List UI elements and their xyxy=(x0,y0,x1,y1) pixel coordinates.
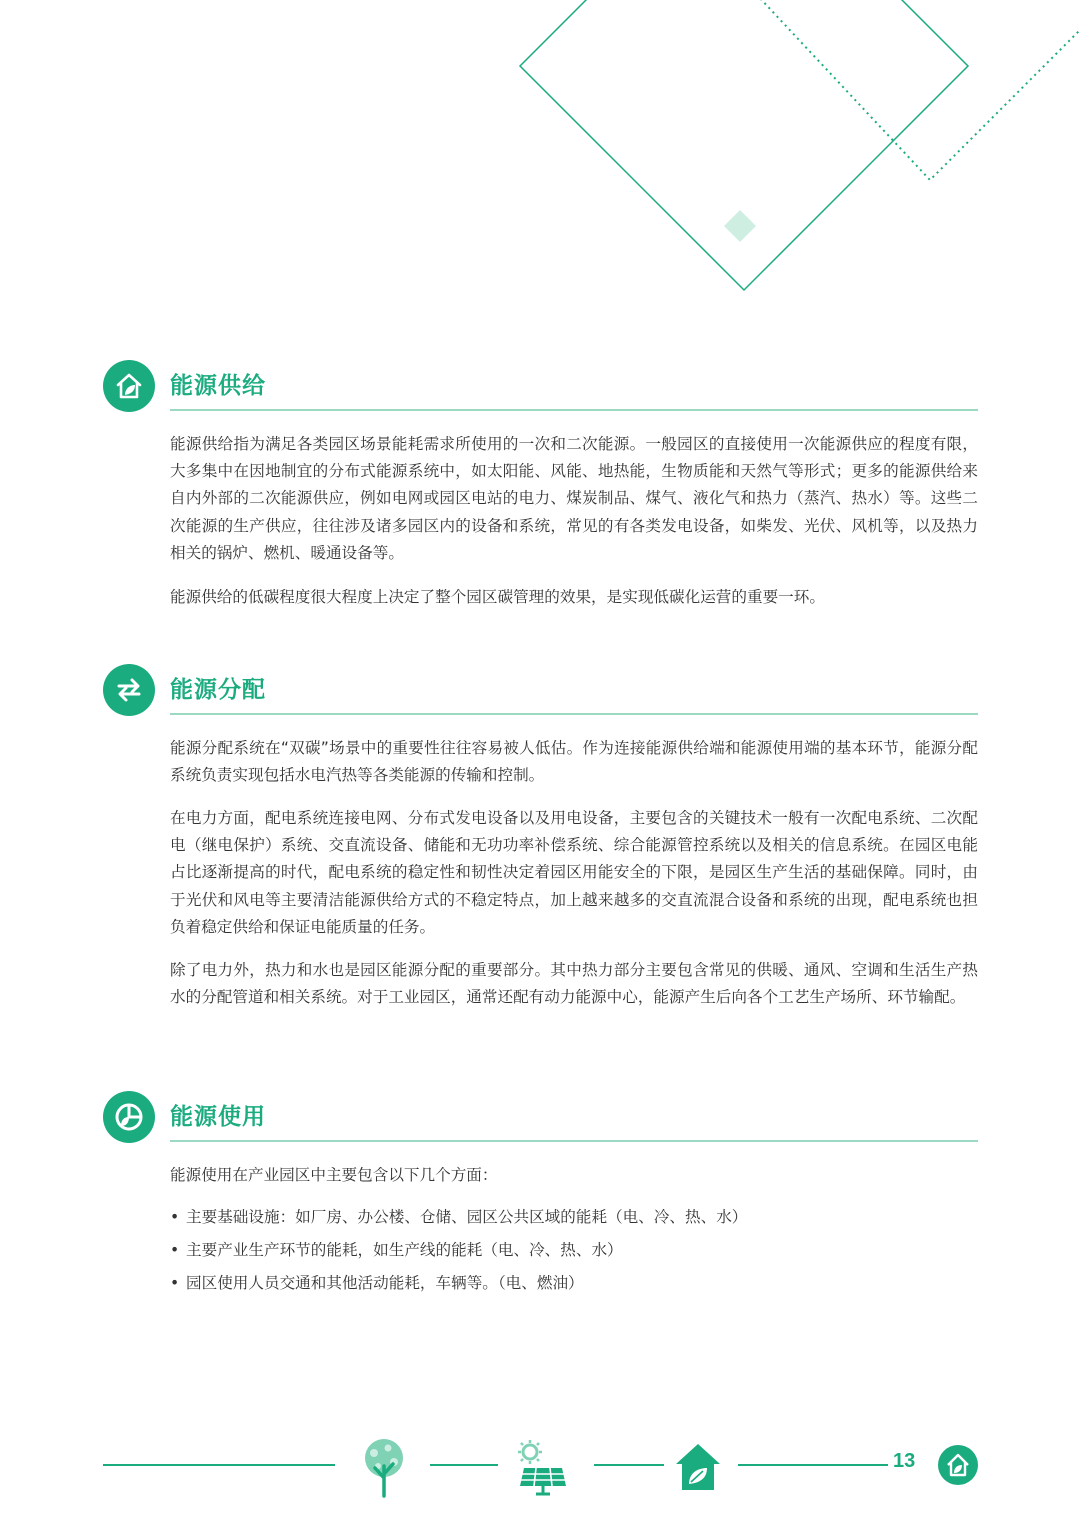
paragraph: 能源分配系统在“双碳”场景中的重要性往往容易被人低估。作为连接能源供给端和能源使用端的基本环节，能源分配系统负责实现包括水电汽热等各类能源的传输和控制。 xyxy=(170,739,978,785)
home-badge-icon xyxy=(937,1444,979,1486)
solar-panel-icon xyxy=(512,1438,568,1496)
footer-line xyxy=(430,1464,498,1466)
list-item: • 主要基础设施：如厂房、办公楼、仓储、园区公共区域的能耗（电、冷、热、水） xyxy=(170,1208,748,1226)
decorative-diamonds xyxy=(0,0,1080,300)
page-footer xyxy=(0,1430,1080,1500)
pie-leaf-icon xyxy=(103,1091,155,1143)
diamond-small-filled xyxy=(724,210,756,242)
bullet-list xyxy=(170,1201,978,1300)
tree-icon xyxy=(358,1436,410,1498)
paragraph: 能源使用在产业园区中主要包含以下几个方面： xyxy=(170,1166,498,1184)
section-title: 能源供给 xyxy=(170,373,266,399)
diamond-outline-dotted xyxy=(757,0,1080,180)
footer-line xyxy=(738,1464,888,1466)
page-number: 13 xyxy=(893,1450,916,1472)
footer-line xyxy=(594,1464,664,1466)
section-divider xyxy=(170,1140,978,1142)
house-leaf-icon xyxy=(672,1440,724,1494)
section-title: 能源分配 xyxy=(170,677,266,703)
paragraph: 在电力方面，配电系统连接电网、分布式发电设备以及用电设备，主要包含的关键技术一般有一次配电系统、二次配电（继电保护）系统、交直流设备、储能和无功功率补偿系统、综合能源管控系统以及相关的信息系统。在园区电能占比逐渐提高的时代，配电系统的稳定性和韧性决定着园区用能安全的下限，是园区生产生活的基础保障。同时，由于光伏和风电等主要清洁能源供给方式的不稳定特点，加上越来越多的交直流混合设备和系统的出现，配电系统也担负着稳定供给和保证电能质量的任务。 xyxy=(170,809,978,936)
footer-line xyxy=(103,1464,335,1466)
list-item: • 主要产业生产环节的能耗，如生产线的能耗（电、冷、热、水） xyxy=(170,1241,623,1259)
paragraph: 能源供给指为满足各类园区场景能耗需求所使用的一次和二次能源。一般园区的直接使用一次能源供应的程度有限，大多集中在因地制宜的分布式能源系统中，如太阳能、风能、地热能，生物质能和天然气等形式；更多的能源供给来自内外部的二次能源供应，例如电网或园区电站的电力、煤炭制品、煤气、液化气和热力（蒸汽、热水）等。这些二次能源的生产供应，往往涉及诸多园区内的设备和系统，常见的有各类发电设备，如柴发、光伏、风机等，以及热力相关的锅炉、燃机、暖通设备等。 xyxy=(170,435,978,562)
list-item: • 园区使用人员交通和其他活动能耗，车辆等。（电、燃油） xyxy=(170,1274,584,1292)
house-leaf-icon xyxy=(103,360,155,412)
section-divider xyxy=(170,713,978,715)
paragraph: 能源供给的低碳程度很大程度上决定了整个园区碳管理的效果，是实现低碳化运营的重要一环。 xyxy=(170,588,825,606)
section-title: 能源使用 xyxy=(170,1104,266,1130)
section-divider xyxy=(170,409,978,411)
exchange-arrows-icon xyxy=(103,664,155,716)
diamond-outline-large xyxy=(520,0,968,290)
paragraph: 除了电力外，热力和水也是园区能源分配的重要部分。其中热力部分主要包含常见的供暖、通风、空调和生活生产热水的分配管道和相关系统。对于工业园区，通常还配有动力能源中心，能源产生后向各个工艺生产场所、环节输配。 xyxy=(170,961,978,1007)
